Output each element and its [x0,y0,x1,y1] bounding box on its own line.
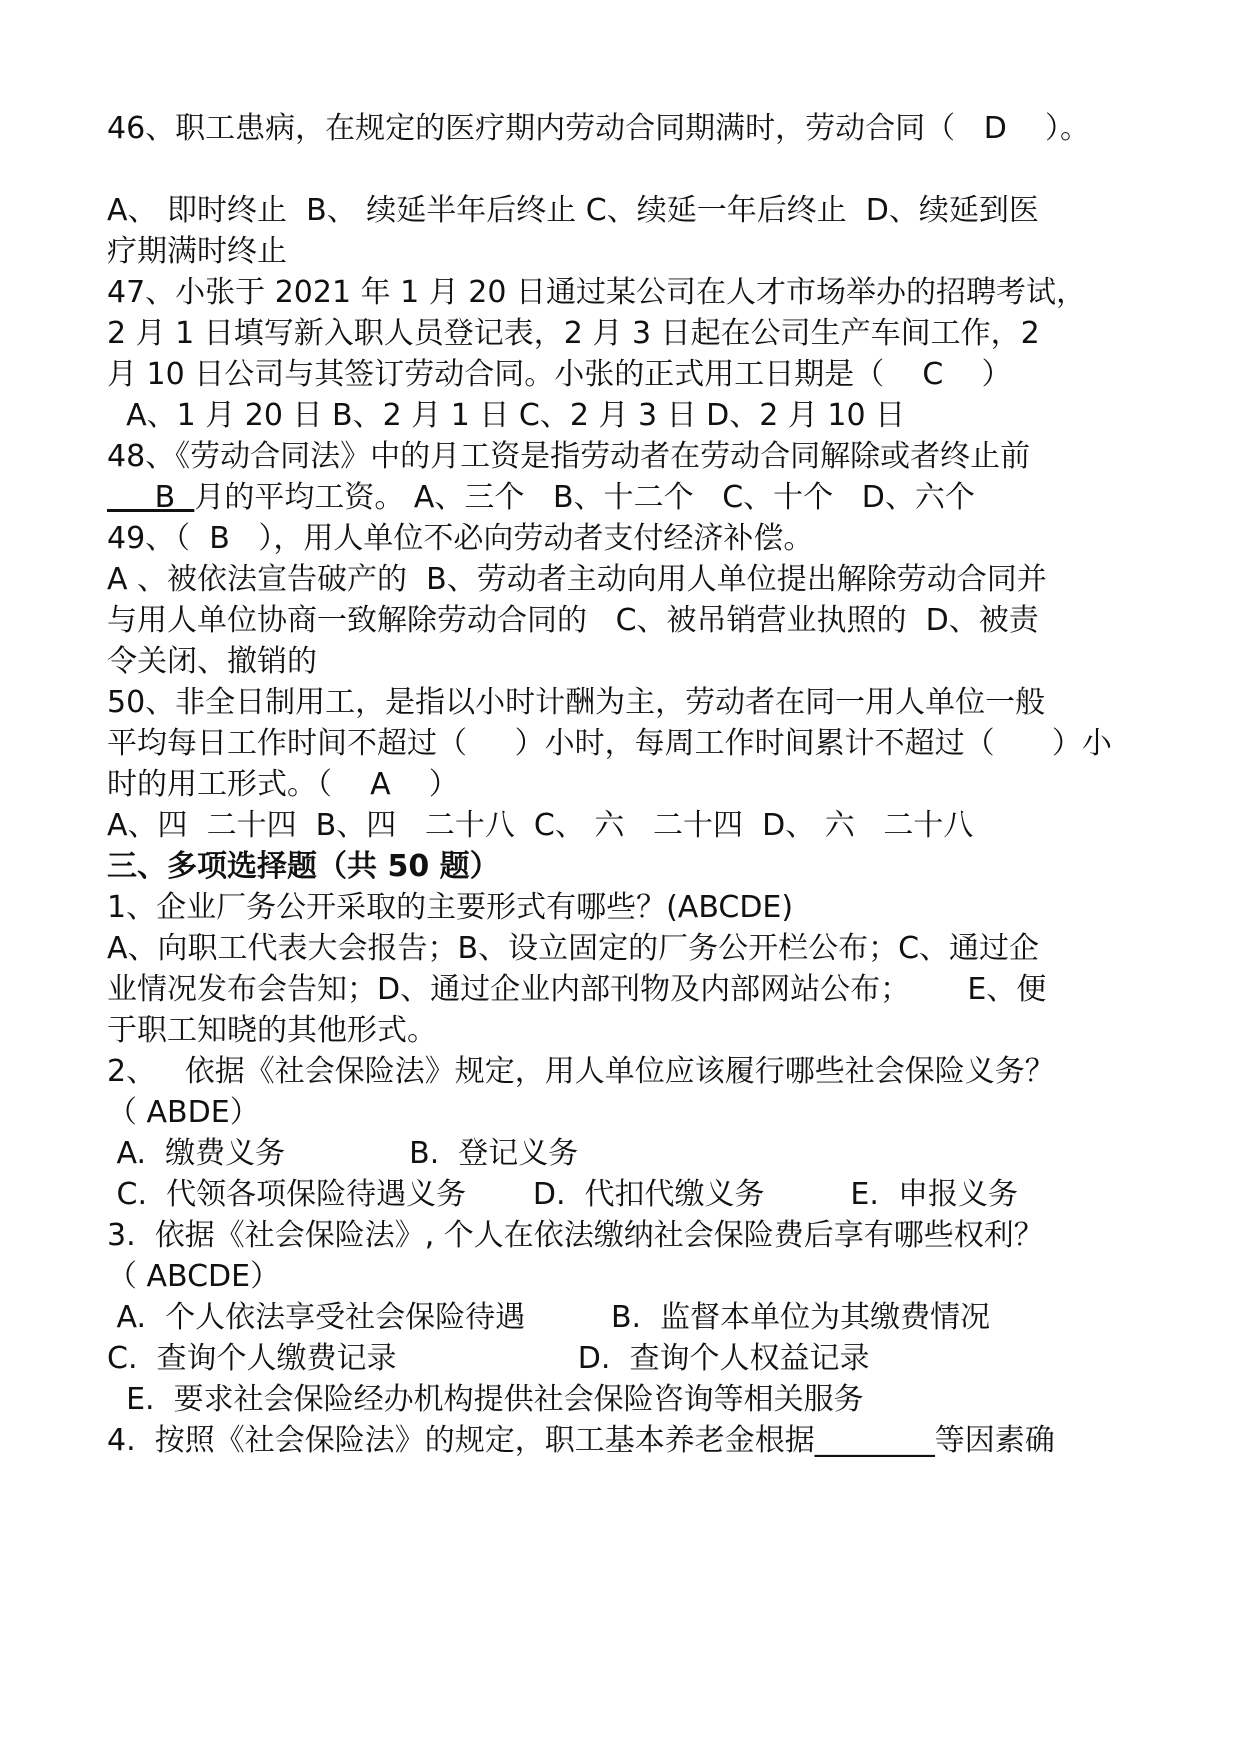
q49-options-line1: A 、被依法宣告破产的 B、劳动者主动向用人单位提出解除劳动合同并 [107,562,1047,597]
q47-options: A、1 月 20 日 B、2 月 1 日 C、2 月 3 日 D、2 月 10 日 [107,398,906,433]
section-heading: 三、多项选择题（共 50 题） [107,849,500,884]
mq1-stem: 1、企业厂务公开采取的主要形式有哪些？(ABCDE) [107,890,794,925]
q46-options-line2: 疗期满时终止 [107,234,287,269]
q50-stem-line2: 平均每日工作时间不超过（ ）小时，每周工作时间累计不超过（ ）小 [107,726,1112,761]
mq3-answer: （ ABCDE） [107,1259,281,1294]
mq1-options-line3: 于职工知晓的其他形式。 [107,1013,437,1048]
mq4-stem-text: 4. 按照《社会保险法》的规定，职工基本养老金根据 [107,1423,815,1458]
q49-options-line3: 令关闭、撤销的 [107,644,317,679]
mq1-options-line1: A、向职工代表大会报告；B、设立固定的厂务公开栏公布；C、通过企 [107,931,1040,966]
q48-stem-line2 [107,480,975,515]
q50-options: A、四 二十四 B、四 二十八 C、 六 二十四 D、 六 二十八 [107,808,974,843]
mq2-stem: 2、 依据《社会保险法》规定，用人单位应该履行哪些社会保险义务？ [107,1054,1055,1089]
q47-stem-line3: 月 10 日公司与其签订劳动合同。小张的正式用工日期是（ C ） [107,357,1012,392]
mq2-options-line2: C. 代领各项保险待遇义务 D. 代扣代缴义务 E. 申报义务 [107,1177,1018,1212]
mq3-options-line2: C. 查询个人缴费记录 D. 查询个人权益记录 [107,1341,870,1376]
q47-stem-line2: 2 月 1 日填写新入职人员登记表，2 月 3 日起在公司生产车间工作，2 [107,316,1040,351]
q47-stem-line1: 47、小张于 2021 年 1 月 20 日通过某公司在人才市场举办的招聘考试， [107,275,1086,310]
q49-stem: 49、（ B ），用人单位不必向劳动者支付经济补偿。 [107,521,814,556]
q46-stem: 46、职工患病，在规定的医疗期内劳动合同期满时，劳动合同（ D ）。 [107,111,1091,146]
q50-stem-line3: 时的用工形式。（ A ） [107,767,459,802]
mq4-stem-rest: 等因素确 [934,1423,1055,1458]
mq4-stem [107,1423,1055,1458]
q50-stem-line1: 50、非全日制用工，是指以小时计酬为主，劳动者在同一用人单位一般 [107,685,1046,720]
q49-options-line2: 与用人单位协商一致解除劳动合同的 C、被吊销营业执照的 D、被责 [107,603,1039,638]
q48-stem-line1: 48、《劳动合同法》中的月工资是指劳动者在劳动合同解除或者终止前 [107,439,1031,474]
mq2-answer: （ ABDE） [107,1095,260,1130]
q46-options-line1: A、 即时终止 B、 续延半年后终止 C、续延一年后终止 D、续延到医 [107,193,1039,228]
q48-answer-blank: B [107,480,195,515]
mq3-options-line1: A. 个人依法享受社会保险待遇 B. 监督本单位为其缴费情况 [107,1300,991,1335]
mq1-options-line2: 业情况发布会告知；D、通过企业内部刊物及内部网站公布； E、便 [107,972,1047,1007]
mq2-options-line1: A. 缴费义务 B. 登记义务 [107,1136,579,1171]
q48-stem-rest: 月的平均工资。 A、三个 B、十二个 C、十个 D、六个 [194,480,975,515]
mq4-blank: ________ [814,1423,935,1458]
mq3-options-line3: E. 要求社会保险经办机构提供社会保险咨询等相关服务 [107,1382,864,1417]
mq3-stem: 3. 依据《社会保险法》, 个人在依法缴纳社会保险费后享有哪些权利？ [107,1218,1044,1253]
